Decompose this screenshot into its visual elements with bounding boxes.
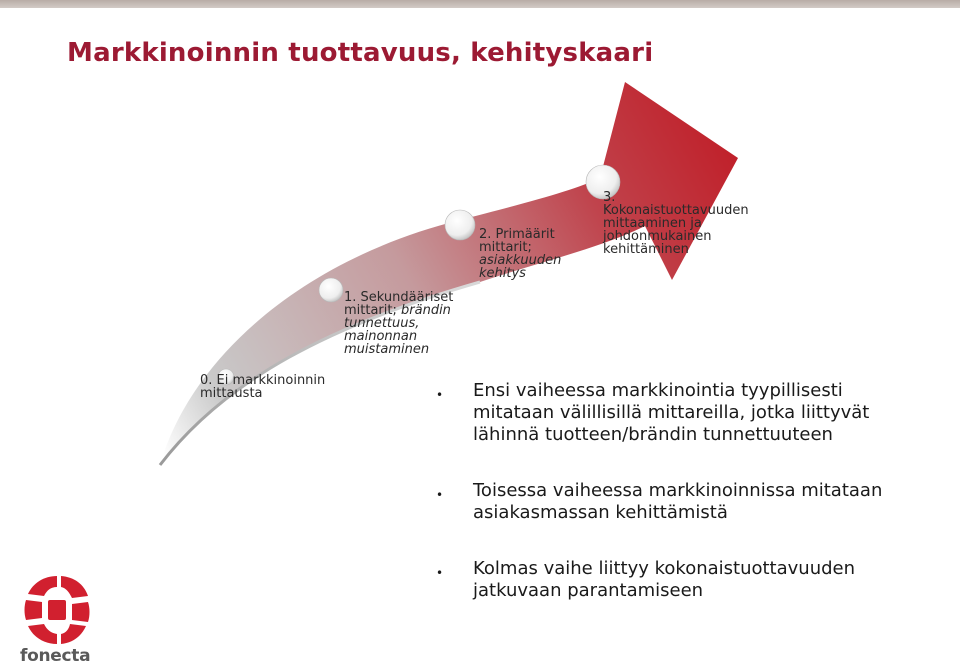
step-1-label: 1. Sekundääriset mittarit; brändin tunnettuus, mainonnan muistaminen (344, 290, 454, 357)
step-3-label: 3. Kokonaistuottavuuden mittaaminen ja johdonmukainen kehittäminen (603, 190, 749, 257)
step-2-label: 2. Primäärit mittarit; asiakkuuden kehitys (479, 227, 562, 281)
fonecta-logo-text: fonecta (20, 646, 91, 666)
bullet-list (432, 380, 932, 602)
step-2-knob (445, 210, 475, 240)
bullet-dot: • (436, 388, 444, 402)
bullet-item: • Toisessa vaiheessa markkinoinnissa mitataan asiakasmassan kehittämistä (436, 480, 883, 523)
step-1-knob (319, 278, 343, 302)
fonecta-logo-icon (22, 574, 92, 646)
step-0-label: 0. Ei markkinoinnin mittausta (200, 373, 326, 401)
bullet-dot: • (436, 566, 444, 580)
bullet-item: • Kolmas vaihe liittyy kokonaistuottavuuden jatkuvaan parantamiseen (436, 558, 856, 601)
bullet-item: • Ensi vaiheessa markkinointia tyypillisesti mitataan välillisillä mittareilla, jotka liittyvät lähinnä tuotteen/brändin tunnettuuteen (436, 380, 870, 445)
slide-title: Markkinoinnin tuottavuus, kehityskaari (67, 38, 654, 68)
bullet-dot: • (436, 488, 444, 502)
